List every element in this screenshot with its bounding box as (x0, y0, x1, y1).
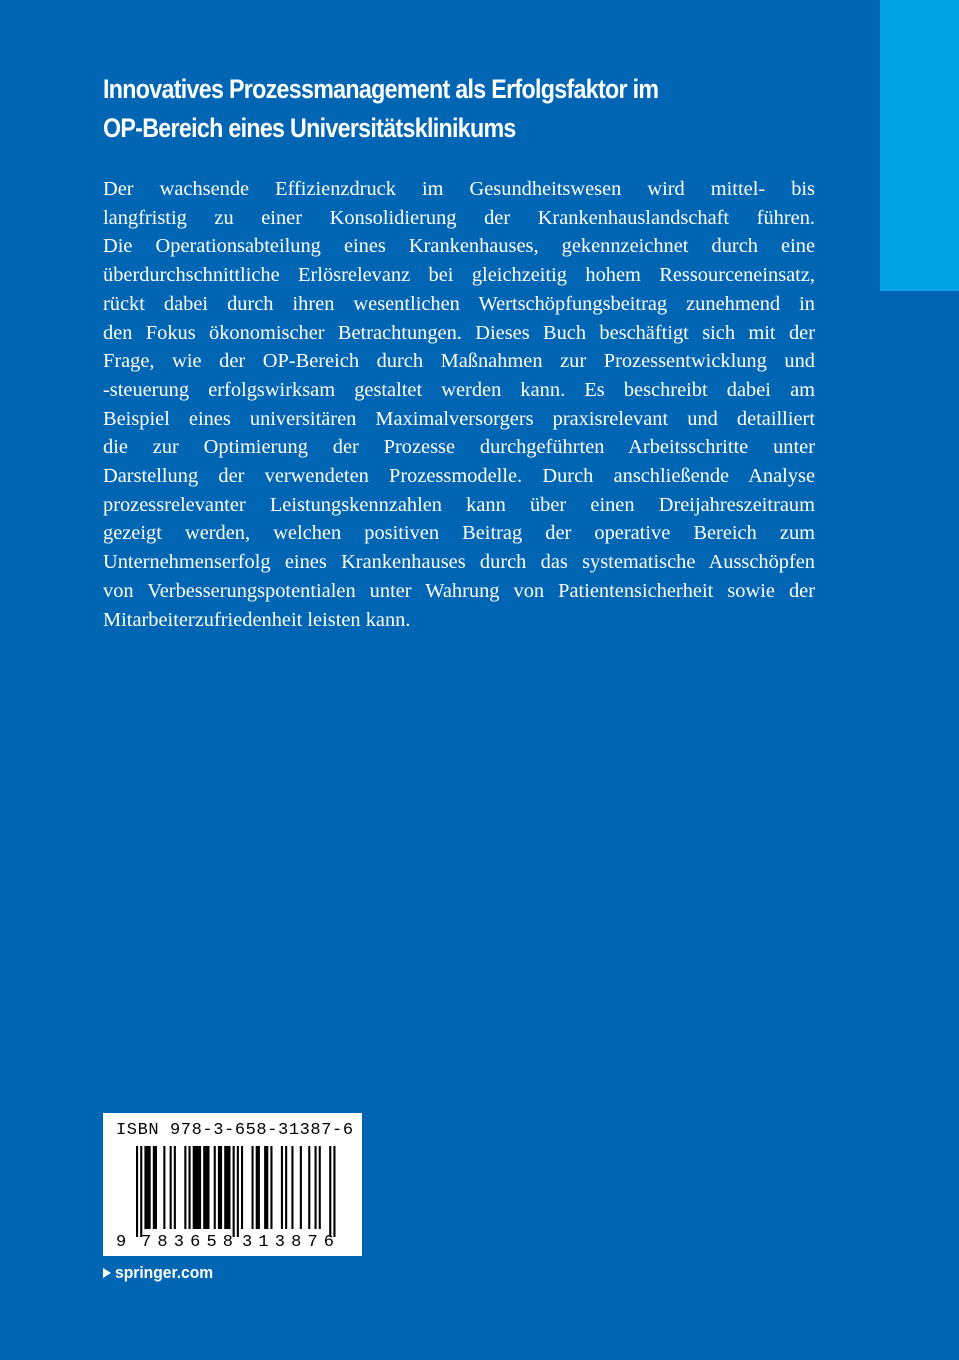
description-line: Frage, wie der OP-Bereich durch Maßnahmen zur Prozessentwicklung und (103, 350, 815, 373)
barcode-bar (189, 1146, 191, 1229)
barcode-bar (163, 1146, 165, 1229)
description-line: die zur Optimierung der Prozesse durchgeführten Arbeitsschritte unter (103, 436, 815, 459)
barcode-bar (300, 1146, 302, 1229)
book-title-line-2: OP-Bereich eines Universitätsklinikums (103, 113, 516, 143)
description-line: langfristig zu einer Konsolidierung der Krankenhauslandschaft führen. (103, 206, 815, 229)
barcode-bar (237, 1146, 239, 1237)
barcode-bar (315, 1146, 317, 1229)
description-line: Die Operationsabteilung eines Krankenhauses, gekennzeichnet durch eine (103, 235, 815, 258)
description-line: Der wachsende Effizienzdruck im Gesundheitswesen wird mittel- bis (103, 178, 815, 200)
barcode-bar (241, 1146, 243, 1229)
barcode-bar (224, 1146, 230, 1229)
book-description (103, 175, 815, 634)
barcode-bar (264, 1146, 268, 1229)
description-line: von Verbesserungspotentialen unter Wahrung von Patientensicherheit sowie der (103, 579, 815, 602)
barcode-left-digits: 783658 (141, 1233, 233, 1252)
barcode-bar (203, 1146, 209, 1229)
barcode-bar (329, 1146, 331, 1237)
barcode-bar (256, 1146, 260, 1229)
description-line: Mitarbeiterzufriedenheit leisten kann. (103, 608, 411, 631)
barcode-bar (170, 1146, 172, 1229)
barcode-bar (140, 1146, 142, 1237)
barcode-bar (193, 1146, 201, 1229)
description-line: rückt dabei durch ihren wesentlichen Wertschöpfungsbeitrag zunehmend in (103, 292, 815, 315)
barcode-bar (218, 1146, 222, 1229)
description-line: Unternehmenserfolg eines Krankenhauses durch das systematische Ausschöpfen (103, 551, 815, 574)
barcode-bar (333, 1146, 335, 1237)
arrow-right-icon (103, 1268, 111, 1278)
barcode-bar (184, 1146, 186, 1229)
publisher-link[interactable] (103, 1262, 222, 1284)
barcode-bar (144, 1146, 150, 1229)
book-title-line-1: Innovatives Prozessmanagement als Erfolgsfaktor im (103, 74, 659, 104)
barcode-right-digits: 313876 (242, 1233, 334, 1252)
barcode-bar (291, 1146, 293, 1229)
description-line: gezeigt werden, welchen positiven Beitrag der operative Bereich zum (103, 522, 815, 545)
barcode-bar (233, 1146, 235, 1237)
description-line: Darstellung der verwendeten Prozessmodelle. Durch anschließende Analyse (103, 465, 815, 488)
description-line: prozessrelevanter Leistungskennzahlen kann über einen Dreijahreszeitraum (103, 493, 815, 516)
publisher-url[interactable]: springer.com (115, 1263, 214, 1282)
barcode-bar (174, 1146, 176, 1229)
barcode-bar (153, 1146, 157, 1229)
book-title (103, 70, 739, 148)
barcode-first-digit: 9 (116, 1233, 127, 1252)
description-line: Beispiel eines universitären Maximalversorgers praxisrelevant und detailliert (103, 407, 815, 430)
barcode-bar (214, 1146, 216, 1229)
barcode-graphic (103, 1113, 362, 1256)
description-line: überdurchschnittliche Erlösrelevanz bei gleichzeitig hohem Ressourceneinsatz, (103, 264, 815, 287)
barcode-bar (136, 1146, 138, 1237)
isbn-label: ISBN 978-3-658-31387-6 (116, 1121, 354, 1140)
accent-bar (880, 0, 959, 291)
barcode-bars (136, 1146, 336, 1237)
description-line: den Fokus ökonomischer Betrachtungen. Dieses Buch beschäftigt sich mit der (103, 321, 815, 344)
isbn-barcode (103, 1113, 362, 1256)
barcode-bar (281, 1146, 283, 1229)
barcode-bar (270, 1146, 272, 1229)
barcode-bar (285, 1146, 287, 1229)
barcode-bar (319, 1146, 321, 1229)
barcode-bar (252, 1146, 254, 1229)
barcode-bar (308, 1146, 310, 1229)
description-line: -steuerung erfolgswirksam gestaltet werden kann. Es beschreibt dabei am (103, 378, 815, 401)
